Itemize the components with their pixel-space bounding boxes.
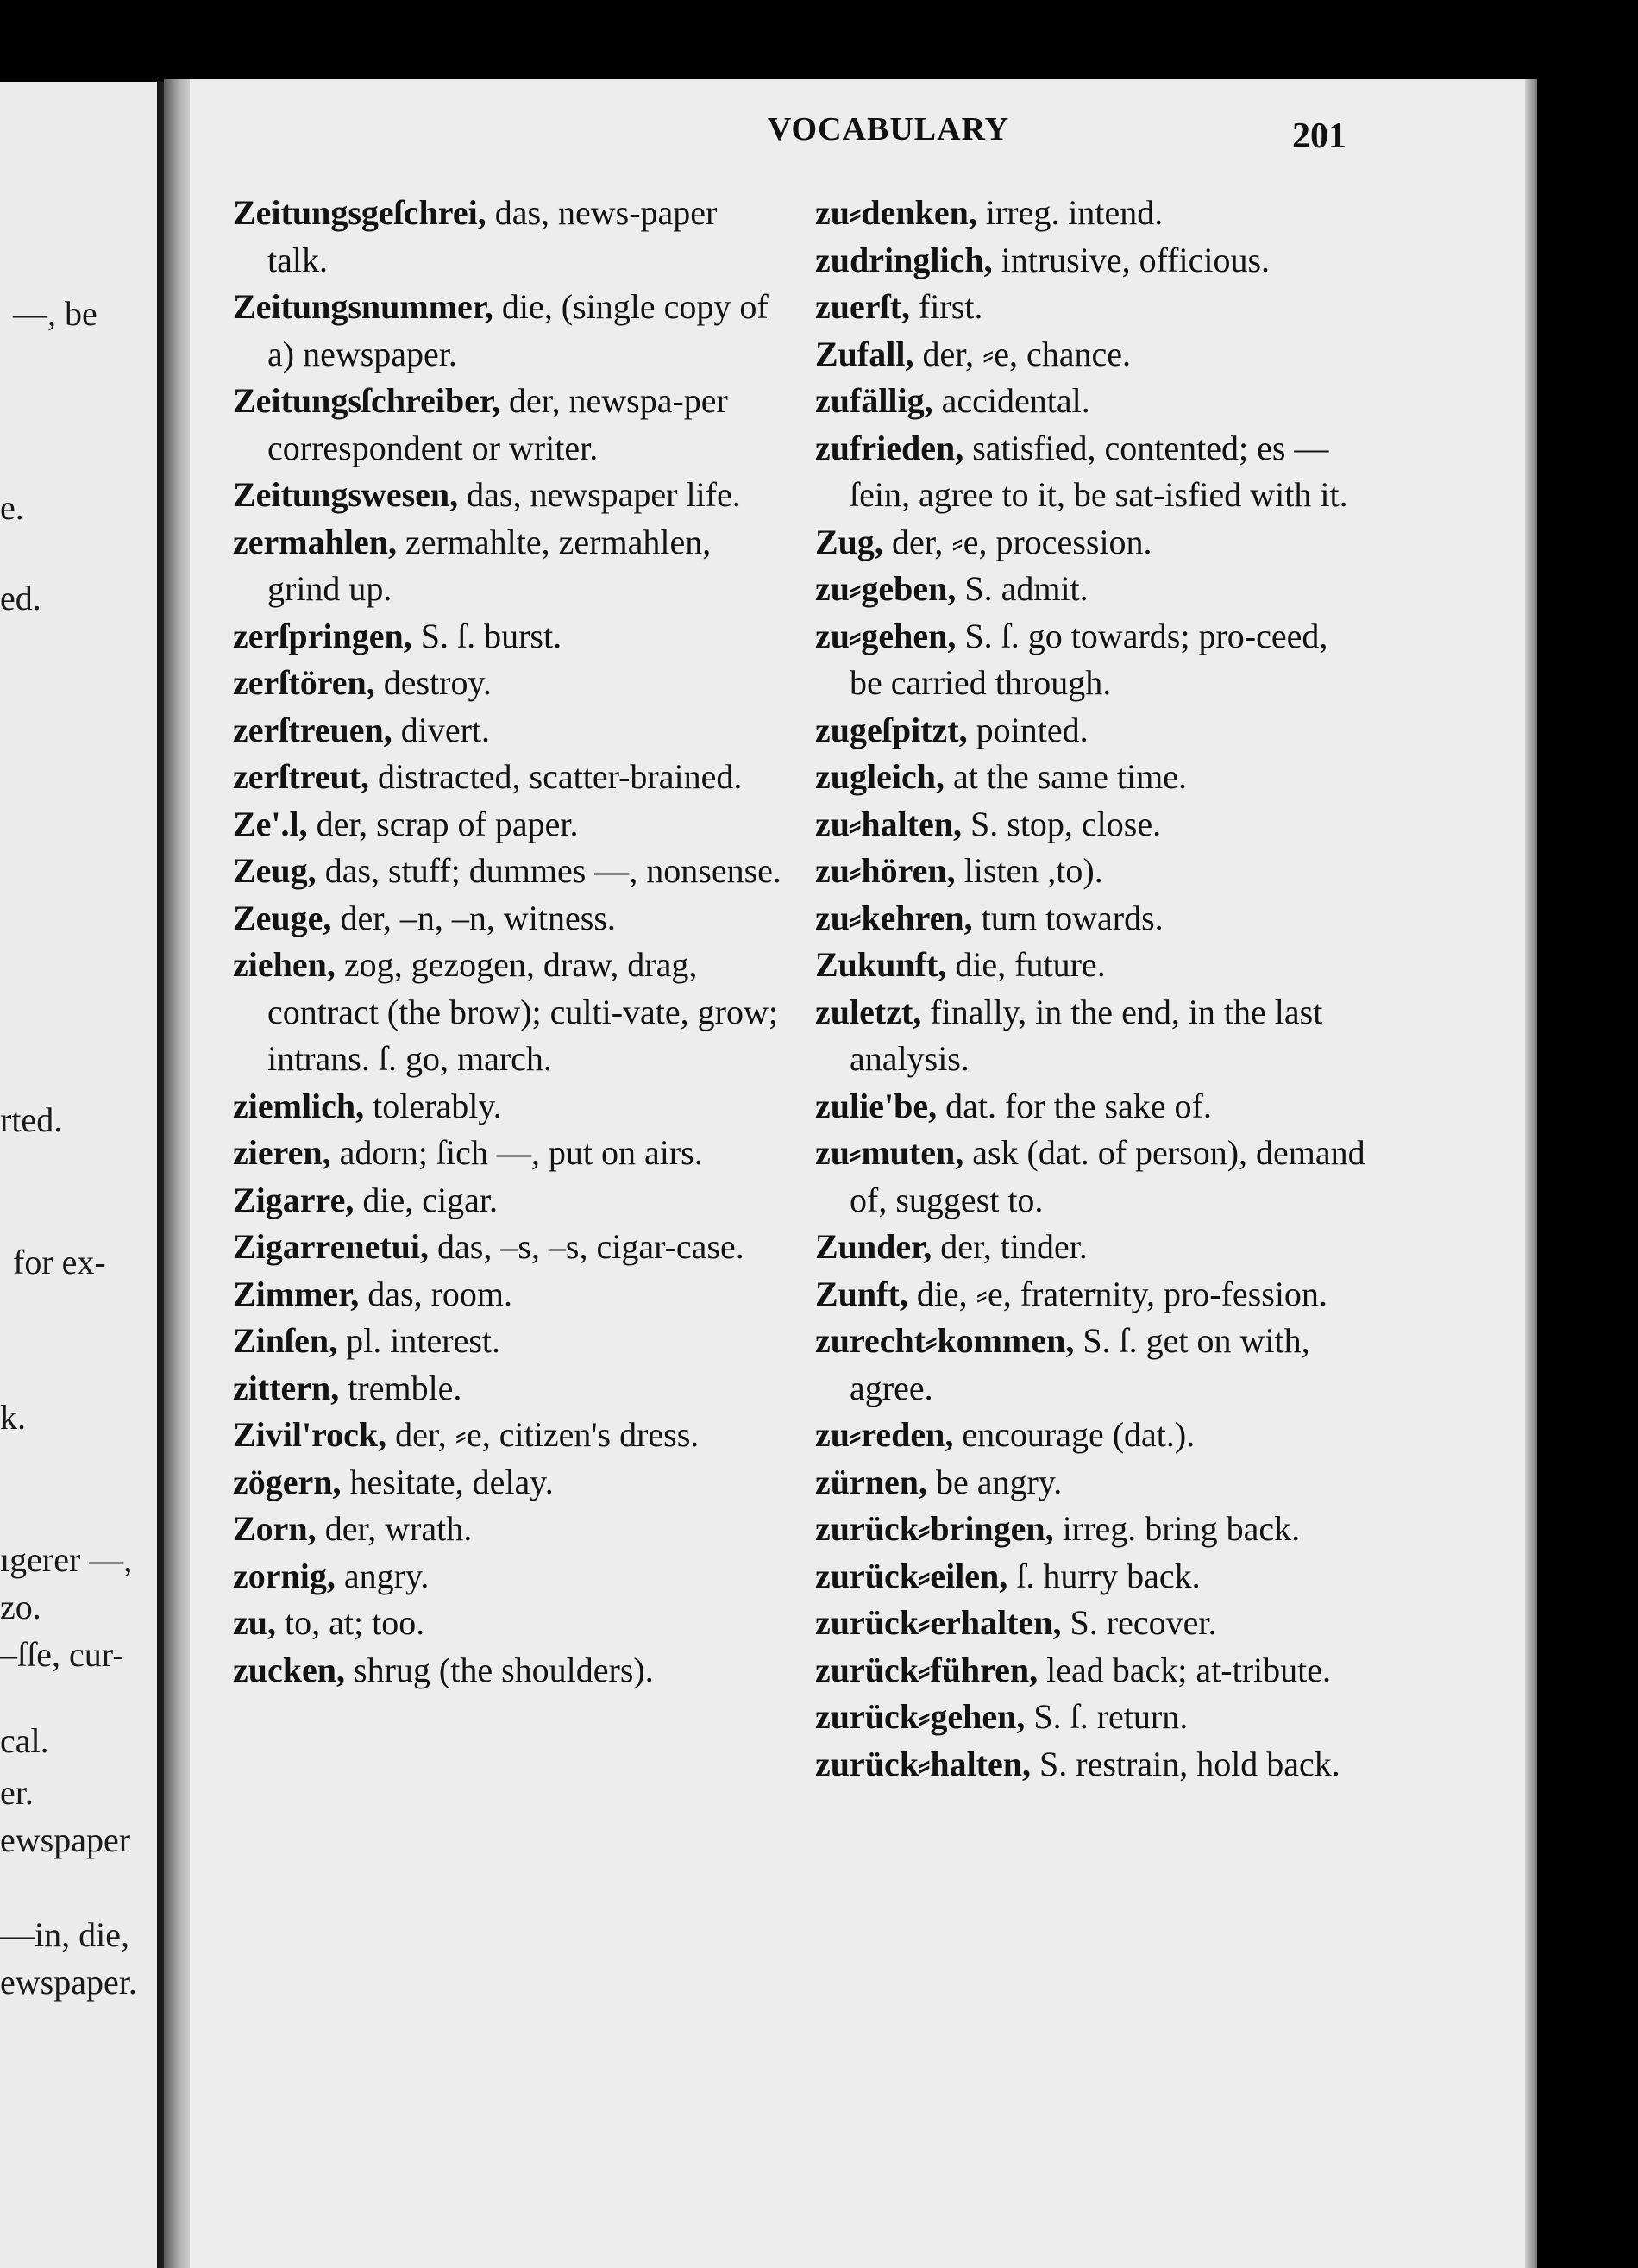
entry-headword: zu⸗gehen, xyxy=(815,616,957,655)
fragment-line: ıgerer —, xyxy=(0,1540,133,1579)
entry-definition: der, ⸗e, chance. xyxy=(922,334,1132,373)
entry-definition: encourage (dat.). xyxy=(962,1415,1196,1454)
entry-definition: S. admit. xyxy=(964,569,1089,608)
vocabulary-entry xyxy=(815,989,1367,1083)
entry-definition: das, stuff; dummes —, nonsense. xyxy=(324,851,781,890)
vocabulary-entry xyxy=(233,190,785,284)
fragment-line: ewspaper xyxy=(0,1820,131,1859)
entry-headword: zurück⸗führen, xyxy=(815,1650,1039,1689)
vocabulary-entry xyxy=(233,1412,785,1459)
entry-definition: shrug (the shoulders). xyxy=(354,1650,654,1689)
entry-headword: zufällig, xyxy=(815,381,933,420)
fragment-line: e. xyxy=(0,488,24,527)
vocabulary-entry xyxy=(233,801,785,849)
vocabulary-entry xyxy=(815,1506,1367,1553)
fragment-line: k. xyxy=(0,1398,26,1437)
vocabulary-entry xyxy=(815,754,1367,801)
vocabulary-entry xyxy=(815,848,1367,895)
entry-definition: das, newspaper life. xyxy=(467,475,741,514)
fragment-line: for ex- xyxy=(13,1243,106,1281)
entry-definition: ſ. hurry back. xyxy=(1016,1556,1201,1595)
entry-headword: zerſpringen, xyxy=(233,616,412,655)
entry-headword: Zivil'rock, xyxy=(233,1415,387,1454)
vocabulary-entry xyxy=(815,1083,1367,1131)
entry-definition: divert. xyxy=(400,710,491,749)
entry-headword: zulie'be, xyxy=(815,1086,938,1125)
entry-headword: Zeitungsnummer, xyxy=(233,287,493,326)
entry-definition: S. ſ. go towards; pro-ceed, be carried through. xyxy=(850,616,1328,702)
vocabulary-entry xyxy=(815,566,1367,613)
entry-definition: destroy. xyxy=(383,663,492,702)
entry-definition: at the same time. xyxy=(952,757,1187,796)
entry-headword: Zeuge, xyxy=(233,898,332,937)
entry-headword: zerſtreut, xyxy=(233,757,370,796)
vocabulary-column-left xyxy=(233,190,785,1694)
entry-definition: die, future. xyxy=(955,945,1106,984)
vocabulary-entry xyxy=(233,895,785,943)
entry-definition: irreg. bring back. xyxy=(1062,1509,1301,1548)
entry-headword: zudringlich, xyxy=(815,240,993,279)
entry-definition: angry. xyxy=(343,1556,430,1595)
entry-headword: zu, xyxy=(233,1603,276,1642)
entry-definition: irreg. intend. xyxy=(985,193,1164,232)
vocabulary-entry xyxy=(233,660,785,707)
entry-headword: zittern, xyxy=(233,1368,340,1407)
entry-headword: Zinſen, xyxy=(233,1321,338,1360)
entry-definition: zog, gezogen, draw, drag, contract (the brow); culti-vate, grow; intrans. ſ. go, march. xyxy=(267,945,778,1078)
entry-headword: Zunder, xyxy=(815,1227,932,1266)
page-spine-shadow xyxy=(164,79,190,2268)
entry-definition: pointed. xyxy=(976,710,1089,749)
vocabulary-entry xyxy=(233,378,785,472)
entry-headword: zufrieden, xyxy=(815,428,964,467)
entry-headword: zürnen, xyxy=(815,1462,927,1501)
vocabulary-entry xyxy=(233,1318,785,1365)
vocabulary-entry xyxy=(233,1130,785,1177)
entry-headword: Zeitungsſchreiber, xyxy=(233,381,501,420)
entry-definition: to, at; too. xyxy=(285,1603,425,1642)
entry-definition: dat. for the sake of. xyxy=(945,1086,1212,1125)
entry-definition: ask (dat. of person), demand of, suggest to. xyxy=(850,1133,1365,1219)
entry-definition: das, –s, –s, cigar-case. xyxy=(437,1227,744,1266)
entry-headword: zerſtören, xyxy=(233,663,375,702)
entry-headword: zu⸗reden, xyxy=(815,1415,954,1454)
vocabulary-entry xyxy=(815,1741,1367,1789)
vocabulary-entry xyxy=(815,801,1367,849)
vocabulary-entry xyxy=(815,425,1367,519)
entry-definition: first. xyxy=(918,287,983,326)
vocabulary-entry xyxy=(815,1647,1367,1695)
entry-headword: Zeitungsgeſchrei, xyxy=(233,193,486,232)
entry-definition: S. ſ. get on with, agree. xyxy=(850,1321,1310,1407)
page-number: 201 xyxy=(1292,116,1346,156)
entry-headword: zurück⸗erhalten, xyxy=(815,1603,1062,1642)
entry-definition: distracted, scatter-brained. xyxy=(378,757,743,796)
entry-headword: ziehen, xyxy=(233,945,336,984)
entry-definition: das, news-paper talk. xyxy=(267,193,718,279)
vocabulary-entry xyxy=(233,1365,785,1413)
vocabulary-entry xyxy=(233,613,785,661)
entry-headword: zornig, xyxy=(233,1556,336,1595)
fragment-line: ed. xyxy=(0,579,41,617)
entry-definition: tolerably. xyxy=(373,1086,502,1125)
vocabulary-entry xyxy=(815,284,1367,331)
entry-headword: Zufall, xyxy=(815,334,914,373)
vocabulary-entry xyxy=(233,1506,785,1553)
vocabulary-entry xyxy=(815,331,1367,379)
entry-headword: zurück⸗bringen, xyxy=(815,1509,1054,1548)
entry-headword: zu⸗halten, xyxy=(815,804,962,843)
vocabulary-entry xyxy=(233,1553,785,1601)
entry-definition: turn towards. xyxy=(981,898,1164,937)
vocabulary-entry xyxy=(815,190,1367,237)
entry-headword: Zeitungswesen, xyxy=(233,475,459,514)
entry-headword: zurück⸗halten, xyxy=(815,1744,1031,1783)
entry-definition: die, ⸗e, fraternity, pro-fession. xyxy=(916,1274,1327,1313)
entry-definition: zermahlte, zermahlen, grind up. xyxy=(267,522,712,608)
entry-definition: hesitate, delay. xyxy=(349,1462,554,1501)
entry-headword: zurecht⸗kommen, xyxy=(815,1321,1075,1360)
fragment-line: cal. xyxy=(0,1721,49,1760)
vocabulary-entry xyxy=(815,1694,1367,1741)
page-edge-shadow xyxy=(1525,79,1537,2268)
entry-headword: ziemlich, xyxy=(233,1086,365,1125)
vocabulary-entry xyxy=(815,895,1367,943)
entry-definition: S. ſ. return. xyxy=(1033,1697,1189,1736)
vocabulary-entry xyxy=(233,1177,785,1225)
vocabulary-entry xyxy=(815,1553,1367,1601)
vocabulary-entry xyxy=(815,1412,1367,1459)
fragment-line: —in, die, xyxy=(0,1915,129,1954)
entry-headword: zugleich, xyxy=(815,757,945,796)
entry-definition: S. stop, close. xyxy=(970,804,1162,843)
entry-headword: zucken, xyxy=(233,1650,345,1689)
vocabulary-entry xyxy=(233,942,785,1083)
vocabulary-entry xyxy=(815,942,1367,989)
entry-headword: zermahlen, xyxy=(233,522,397,561)
entry-headword: zu⸗geben, xyxy=(815,569,957,608)
entry-headword: zugeſpitzt, xyxy=(815,710,968,749)
entry-definition: intrusive, officious. xyxy=(1001,240,1271,279)
entry-headword: zu⸗hören, xyxy=(815,851,956,890)
vocabulary-entry xyxy=(815,519,1367,567)
entry-definition: der, wrath. xyxy=(324,1509,473,1548)
entry-definition: S. recover. xyxy=(1070,1603,1217,1642)
entry-definition: satisfied, contented; es — ſein, agree to it, be sat-isfied with it. xyxy=(850,428,1348,514)
vocabulary-entry xyxy=(815,613,1367,707)
entry-definition: S. restrain, hold back. xyxy=(1039,1744,1340,1783)
vocabulary-entry xyxy=(815,1130,1367,1224)
vocabulary-entry xyxy=(233,707,785,755)
entry-headword: Zorn, xyxy=(233,1509,317,1548)
entry-headword: zuerſt, xyxy=(815,287,910,326)
entry-definition: der, scrap of paper. xyxy=(316,804,579,843)
running-head: VOCABULARY xyxy=(767,111,1010,147)
vocabulary-entry xyxy=(815,1600,1367,1647)
entry-headword: Zigarrenetui, xyxy=(233,1227,430,1266)
entry-headword: zu⸗denken, xyxy=(815,193,977,232)
entry-definition: adorn; ſich —, put on airs. xyxy=(339,1133,703,1172)
vocabulary-entry xyxy=(815,1271,1367,1319)
entry-headword: Zug, xyxy=(815,522,883,561)
entry-definition: accidental. xyxy=(941,381,1090,420)
entry-headword: zögern, xyxy=(233,1462,342,1501)
entry-headword: Ze'.l, xyxy=(233,804,308,843)
entry-definition: der, –n, –n, witness. xyxy=(340,898,616,937)
entry-headword: zerſtreuen, xyxy=(233,710,392,749)
entry-definition: der, ⸗e, citizen's dress. xyxy=(395,1415,700,1454)
vocabulary-entry xyxy=(815,237,1367,285)
entry-definition: listen ,to). xyxy=(963,851,1103,890)
fragment-line: er. xyxy=(0,1773,34,1812)
entry-definition: der, ⸗e, procession. xyxy=(891,522,1152,561)
vocabulary-column-right xyxy=(815,190,1367,1788)
entry-headword: zieren, xyxy=(233,1133,331,1172)
vocabulary-entry xyxy=(815,707,1367,755)
fragment-line: zo. xyxy=(0,1588,41,1626)
entry-headword: Zimmer, xyxy=(233,1274,360,1313)
entry-definition: finally, in the end, in the last analysis. xyxy=(850,992,1323,1078)
vocabulary-entry xyxy=(233,1600,785,1647)
vocabulary-entry xyxy=(233,1647,785,1695)
entry-definition: das, room. xyxy=(367,1274,513,1313)
entry-headword: zu⸗kehren, xyxy=(815,898,973,937)
vocabulary-entry xyxy=(815,378,1367,425)
vocabulary-entry xyxy=(815,1318,1367,1412)
entry-headword: zuletzt, xyxy=(815,992,922,1031)
entry-definition: S. ſ. burst. xyxy=(420,616,562,655)
entry-definition: be angry. xyxy=(936,1462,1063,1501)
vocabulary-entry xyxy=(233,848,785,895)
entry-definition: der, newspa-per correspondent or writer. xyxy=(267,381,728,467)
vocabulary-entry xyxy=(233,284,785,378)
entry-definition: pl. interest. xyxy=(346,1321,501,1360)
entry-definition: die, cigar. xyxy=(362,1180,498,1219)
vocabulary-entry xyxy=(815,1459,1367,1507)
entry-definition: lead back; at-tribute. xyxy=(1046,1650,1332,1689)
entry-headword: zurück⸗eilen, xyxy=(815,1556,1008,1595)
fragment-line: rted. xyxy=(0,1100,63,1139)
vocabulary-entry xyxy=(233,472,785,519)
facing-page-fragment xyxy=(0,82,157,2268)
vocabulary-entry xyxy=(233,519,785,613)
entry-definition: der, tinder. xyxy=(940,1227,1088,1266)
entry-headword: Zeug, xyxy=(233,851,317,890)
vocabulary-entry xyxy=(233,1459,785,1507)
book-page xyxy=(164,79,1537,2268)
fragment-line: –ſſe, cur- xyxy=(0,1635,124,1674)
entry-headword: zu⸗muten, xyxy=(815,1133,964,1172)
entry-definition: die, (single copy of a) newspaper. xyxy=(267,287,769,373)
fragment-line: ewspaper. xyxy=(0,1963,137,2002)
entry-definition: tremble. xyxy=(348,1368,462,1407)
vocabulary-entry xyxy=(233,1224,785,1271)
entry-headword: zurück⸗gehen, xyxy=(815,1697,1026,1736)
vocabulary-entry xyxy=(233,1271,785,1319)
vocabulary-entry xyxy=(815,1224,1367,1271)
entry-headword: Zunft, xyxy=(815,1274,908,1313)
fragment-line: —, be xyxy=(13,294,97,333)
entry-headword: Zukunft, xyxy=(815,945,947,984)
vocabulary-entry xyxy=(233,1083,785,1131)
entry-headword: Zigarre, xyxy=(233,1180,355,1219)
vocabulary-entry xyxy=(233,754,785,801)
